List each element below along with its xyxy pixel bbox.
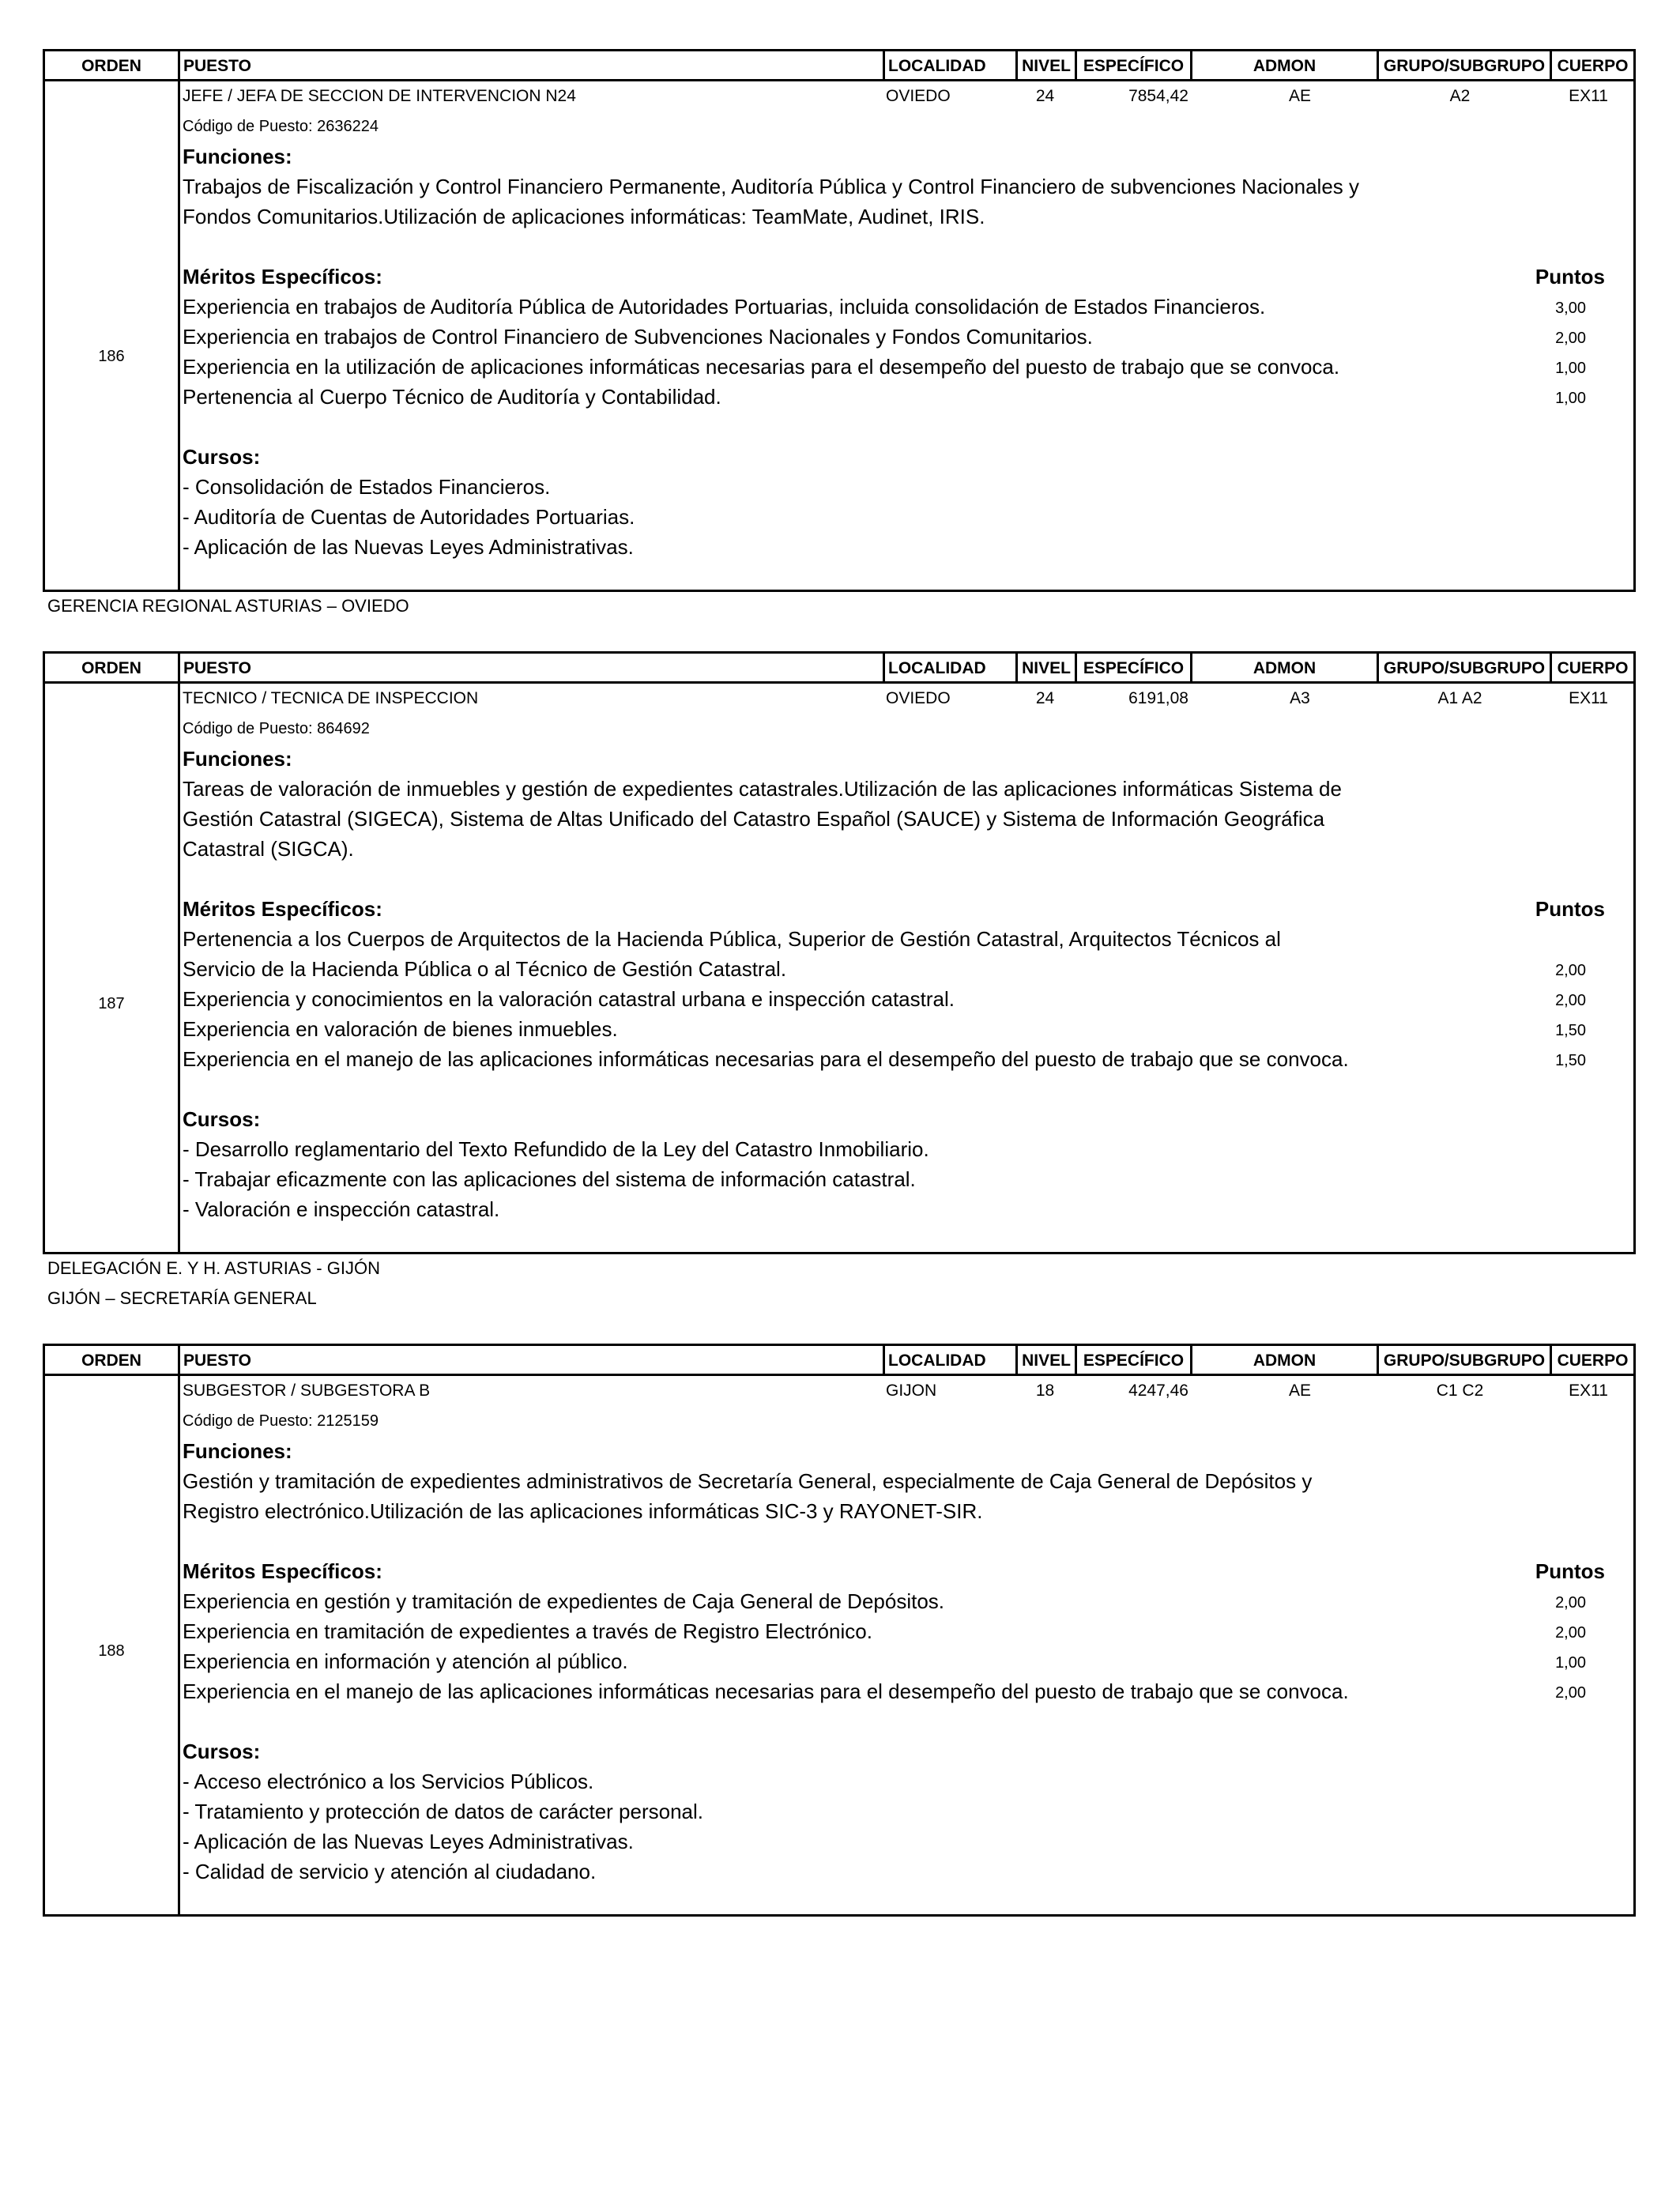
funciones-line: Gestión Catastral (SIGECA), Sistema de Altas Unificado del Catastro Español (SAUCE) y Sistema de Información Geográfica — [183, 807, 1325, 831]
header-nivel: NIVEL — [1015, 654, 1075, 681]
column-divider — [178, 1376, 180, 1914]
merit-line — [183, 352, 1633, 382]
entry-body — [183, 1376, 1633, 1887]
merit-text: Experiencia en valoración de bienes inmuebles. — [183, 1017, 618, 1041]
merit-text: Pertenencia al Cuerpo Técnico de Auditoría y Contabilidad. — [183, 385, 721, 409]
merit-points: 2,00 — [1555, 992, 1586, 1009]
header-grupo: GRUPO/SUBGRUPO — [1377, 51, 1550, 79]
position-code: Código de Puesto: 2125159 — [183, 1412, 379, 1430]
spacer — [183, 1526, 1633, 1556]
header-grupo: GRUPO/SUBGRUPO — [1377, 654, 1550, 681]
merit-points: 3,00 — [1555, 300, 1586, 317]
section-heading: DELEGACIÓN E. Y H. ASTURIAS - GIJÓN — [47, 1258, 380, 1278]
curso-line: - Tratamiento y protección de datos de carácter personal. — [183, 1800, 704, 1823]
entry-grupo: C1 C2 — [1436, 1382, 1484, 1400]
entry-localidad: GIJON — [886, 1382, 937, 1400]
funciones-line: Registro electrónico.Utilización de las aplicaciones informáticas SIC-3 y RAYONET-SIR. — [183, 1499, 983, 1523]
header-puesto: PUESTO — [178, 1346, 883, 1374]
header-nivel: NIVEL — [1015, 1346, 1075, 1374]
entry-summary-row — [183, 684, 1633, 714]
entry-summary-row — [183, 1376, 1633, 1406]
header-especifico: ESPECÍFICO — [1075, 1346, 1190, 1374]
spacer — [183, 232, 1633, 262]
curso-line: - Valoración e inspección catastral. — [183, 1197, 500, 1221]
meritos-heading — [183, 1556, 1633, 1586]
merit-text: Experiencia en la utilización de aplicaciones informáticas necesarias para el desempeño del puesto de trabajo que se convoca. — [183, 355, 1340, 379]
header-cuerpo: CUERPO — [1550, 654, 1633, 681]
entry-nivel: 18 — [1035, 1382, 1055, 1400]
entry-localidad: OVIEDO — [886, 689, 951, 707]
header-especifico: ESPECÍFICO — [1075, 654, 1190, 681]
entry-admon: A3 — [1290, 689, 1310, 707]
header-localidad: LOCALIDAD — [883, 51, 1015, 79]
entry-localidad: OVIEDO — [886, 87, 951, 105]
entry-cuerpo: EX11 — [1569, 87, 1608, 105]
table-header-row — [45, 51, 1633, 81]
merit-line — [183, 1646, 1633, 1676]
entry-admon: AE — [1288, 1382, 1311, 1400]
merit-text: Experiencia en el manejo de las aplicaciones informáticas necesarias para el desempeño del puesto de trabajo que se convoca. — [183, 1047, 1349, 1071]
entry-cuerpo: EX11 — [1569, 1382, 1608, 1400]
merit-line — [183, 1676, 1633, 1706]
puntos-heading: Puntos — [1535, 897, 1605, 921]
merit-points: 1,50 — [1555, 1052, 1586, 1069]
merit-line — [183, 984, 1633, 1014]
table-header-row — [45, 654, 1633, 684]
header-puesto: PUESTO — [178, 51, 883, 79]
merit-text: Experiencia en información y atención al público. — [183, 1649, 628, 1673]
header-cuerpo: CUERPO — [1550, 1346, 1633, 1374]
entry-grupo: A2 — [1449, 87, 1471, 105]
header-cuerpo: CUERPO — [1550, 51, 1633, 79]
entry-body — [183, 684, 1633, 1224]
funciones-line: Gestión y tramitación de expedientes administrativos de Secretaría General, especialmente de Caja General de Depósitos y — [183, 1469, 1313, 1493]
header-localidad: LOCALIDAD — [883, 654, 1015, 681]
funciones-heading: Funciones: — [183, 747, 292, 771]
header-admon: ADMON — [1190, 654, 1377, 681]
orden-number: 187 — [98, 995, 125, 1012]
header-admon: ADMON — [1190, 51, 1377, 79]
merit-line — [183, 1616, 1633, 1646]
merit-points: 2,00 — [1555, 1594, 1586, 1612]
puntos-heading: Puntos — [1535, 265, 1605, 288]
entry-especifico: 4247,46 — [1128, 1382, 1188, 1400]
curso-line: - Acceso electrónico a los Servicios Públicos. — [183, 1770, 594, 1793]
merit-text: Experiencia y conocimientos en la valoración catastral urbana e inspección catastral. — [183, 987, 955, 1011]
spacer — [183, 1706, 1633, 1736]
merit-points: 2,00 — [1555, 1684, 1586, 1702]
position-code: Código de Puesto: 864692 — [183, 720, 370, 737]
entry-body — [183, 81, 1633, 562]
entry-nivel: 24 — [1035, 87, 1055, 105]
merit-line — [183, 322, 1633, 352]
merit-points: 2,00 — [1555, 962, 1586, 979]
puntos-heading: Puntos — [1535, 1559, 1605, 1583]
cursos-heading: Cursos: — [183, 1740, 261, 1763]
funciones-heading: Funciones: — [183, 1439, 292, 1463]
header-localidad: LOCALIDAD — [883, 1346, 1015, 1374]
orden-number: 188 — [98, 1642, 125, 1660]
cursos-heading: Cursos: — [183, 445, 261, 469]
meritos-label: Méritos Específicos: — [183, 265, 382, 288]
merit-text: Experiencia en tramitación de expedientes a través de Registro Electrónico. — [183, 1619, 872, 1643]
merit-points: 1,00 — [1555, 1654, 1586, 1672]
curso-line: - Calidad de servicio y atención al ciudadano. — [183, 1860, 597, 1883]
header-orden: ORDEN — [81, 57, 141, 75]
entry-puesto: TECNICO / TECNICA DE INSPECCION — [183, 689, 479, 707]
spacer — [183, 412, 1633, 442]
entry-especifico: 6191,08 — [1128, 689, 1188, 707]
header-admon: ADMON — [1190, 1346, 1377, 1374]
funciones-heading: Funciones: — [183, 145, 292, 168]
spacer — [183, 864, 1633, 894]
merit-text: Experiencia en trabajos de Control Financiero de Subvenciones Nacionales y Fondos Comunitarios. — [183, 325, 1093, 349]
entry-summary-row — [183, 81, 1633, 111]
header-orden: ORDEN — [81, 659, 141, 677]
entry-admon: AE — [1288, 87, 1311, 105]
column-divider — [178, 81, 180, 590]
merit-line — [183, 1586, 1633, 1616]
funciones-line: Trabajos de Fiscalización y Control Financiero Permanente, Auditoría Pública y Control Financiero de subvenciones Nacionales y — [183, 175, 1360, 198]
merit-text: Servicio de la Hacienda Pública o al Técnico de Gestión Catastral. — [183, 957, 787, 981]
curso-line: - Desarrollo reglamentario del Texto Refundido de la Ley del Catastro Inmobiliario. — [183, 1137, 929, 1161]
funciones-line: Catastral (SIGCA). — [183, 837, 354, 861]
merit-line — [183, 292, 1633, 322]
merit-line — [183, 1044, 1633, 1074]
position-table — [43, 49, 1636, 592]
position-table — [43, 651, 1636, 1254]
section-heading: GERENCIA REGIONAL ASTURIAS – OVIEDO — [47, 596, 409, 616]
entry-puesto: SUBGESTOR / SUBGESTORA B — [183, 1382, 431, 1400]
merit-line — [183, 1014, 1633, 1044]
curso-line: - Trabajar eficazmente con las aplicaciones del sistema de información catastral. — [183, 1167, 916, 1191]
table-header-row — [45, 1346, 1633, 1376]
meritos-label: Méritos Específicos: — [183, 897, 382, 921]
section-heading: GIJÓN – SECRETARÍA GENERAL — [47, 1288, 317, 1308]
merit-line — [183, 924, 1633, 954]
curso-line: - Consolidación de Estados Financieros. — [183, 475, 551, 499]
curso-line: - Aplicación de las Nuevas Leyes Administrativas. — [183, 1830, 634, 1853]
header-puesto: PUESTO — [178, 654, 883, 681]
orden-number: 186 — [98, 348, 125, 365]
column-divider — [178, 684, 180, 1252]
merit-line — [183, 954, 1633, 984]
entry-grupo: A1 A2 — [1437, 689, 1482, 707]
position-code: Código de Puesto: 2636224 — [183, 118, 379, 135]
entry-especifico: 7854,42 — [1128, 87, 1188, 105]
curso-line: - Auditoría de Cuentas de Autoridades Portuarias. — [183, 505, 635, 529]
merit-text: Experiencia en trabajos de Auditoría Pública de Autoridades Portuarias, incluida consolidación de Estados Financieros. — [183, 295, 1266, 319]
position-table — [43, 1344, 1636, 1917]
header-orden: ORDEN — [81, 1351, 141, 1370]
merit-text: Experiencia en gestión y tramitación de expedientes de Caja General de Depósitos. — [183, 1589, 945, 1613]
meritos-label: Méritos Específicos: — [183, 1559, 382, 1583]
header-especifico: ESPECÍFICO — [1075, 51, 1190, 79]
spacer — [183, 1074, 1633, 1104]
merit-points: 1,00 — [1555, 360, 1586, 377]
funciones-line: Fondos Comunitarios.Utilización de aplicaciones informáticas: TeamMate, Audinet, IRIS. — [183, 205, 985, 228]
merit-text: Pertenencia a los Cuerpos de Arquitectos de la Hacienda Pública, Superior de Gestión Catastral, Arquitectos Técnicos al — [183, 927, 1281, 951]
merit-text: Experiencia en el manejo de las aplicaciones informáticas necesarias para el desempeño del puesto de trabajo que se convoca. — [183, 1679, 1349, 1703]
meritos-heading — [183, 262, 1633, 292]
header-grupo: GRUPO/SUBGRUPO — [1377, 1346, 1550, 1374]
merit-line — [183, 382, 1633, 412]
entry-puesto: JEFE / JEFA DE SECCION DE INTERVENCION N24 — [183, 87, 576, 105]
merit-points: 1,00 — [1555, 390, 1586, 407]
entry-nivel: 24 — [1035, 689, 1055, 707]
merit-points: 2,00 — [1555, 1624, 1586, 1642]
entry-cuerpo: EX11 — [1569, 689, 1608, 707]
curso-line: - Aplicación de las Nuevas Leyes Administrativas. — [183, 535, 634, 559]
merit-points: 1,50 — [1555, 1022, 1586, 1039]
merit-points: 2,00 — [1555, 330, 1586, 347]
meritos-heading — [183, 894, 1633, 924]
header-nivel: NIVEL — [1015, 51, 1075, 79]
cursos-heading: Cursos: — [183, 1107, 261, 1131]
funciones-line: Tareas de valoración de inmuebles y gestión de expedientes catastrales.Utilización de las aplicaciones informáticas Sistema de — [183, 777, 1342, 801]
